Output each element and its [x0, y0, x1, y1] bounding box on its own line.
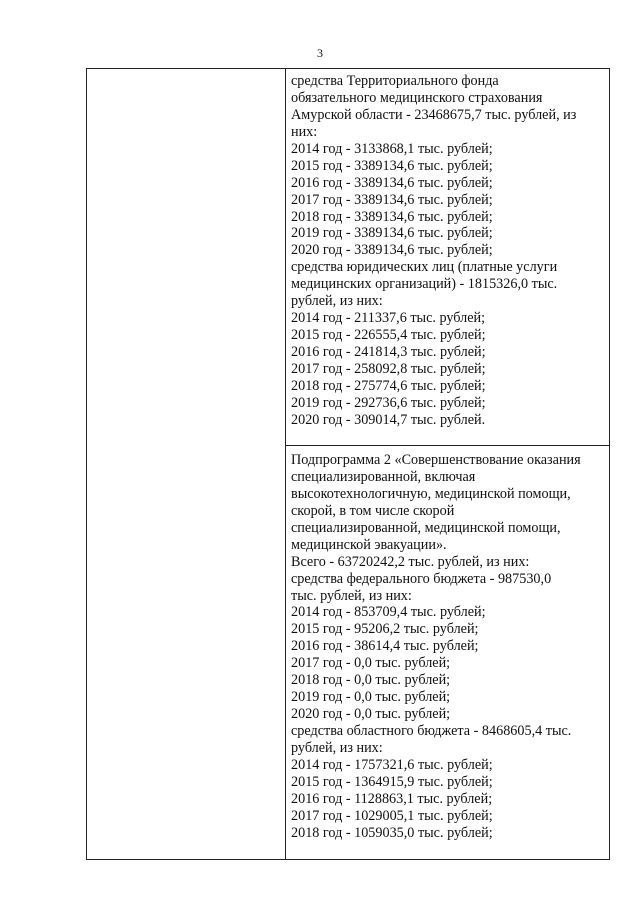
- text-line: 2017 год - 258092,8 тыс. рублей;: [291, 360, 486, 377]
- row-divider: [285, 445, 609, 446]
- text-line: 2016 год - 1128863,1 тыс. рублей;: [291, 790, 493, 807]
- text-line: 2015 год - 3389134,6 тыс. рублей;: [291, 157, 493, 174]
- text-line: 2016 год - 38614,4 тыс. рублей;: [291, 638, 479, 655]
- subprogram-title-line: специализированной, включая: [291, 468, 476, 485]
- text-line: 2017 год - 1029005,1 тыс. рублей;: [291, 807, 493, 824]
- text-line: 2018 год - 275774,6 тыс. рублей;: [291, 377, 486, 394]
- subprogram-title-line: специализированной, медицинской помощи,: [291, 519, 561, 536]
- text-line: 2017 год - 3389134,6 тыс. рублей;: [291, 191, 493, 208]
- text-line: 2014 год - 211337,6 тыс. рублей;: [291, 310, 486, 327]
- text-line: 2014 год - 853709,4 тыс. рублей;: [291, 604, 486, 621]
- subprogram-title-line: высокотехнологичную, медицинской помощи,: [291, 485, 571, 502]
- text-line: обязательного медицинского страхования: [291, 89, 543, 106]
- text-line: средства областного бюджета - 8468605,4 тыс.: [291, 723, 572, 739]
- funding-cell-oms-and-legal-entities: [291, 73, 603, 429]
- program-table: [86, 68, 610, 860]
- subprogram-title-line: Подпрограмма 2 «Совершенствование оказания: [291, 452, 581, 468]
- text-line: медицинских организаций) - 1815326,0 тыс.: [291, 276, 558, 293]
- text-line: 2016 год - 241814,3 тыс. рублей;: [291, 344, 486, 360]
- subprogram-title-line: скорой, в том числе скорой: [291, 502, 455, 519]
- text-line: 2015 год - 95206,2 тыс. рублей;: [291, 621, 479, 638]
- subprogram-2-cell: [291, 452, 603, 842]
- text-line: тыс. рублей, из них:: [291, 587, 412, 604]
- text-line: 2015 год - 226555,4 тыс. рублей;: [291, 327, 486, 344]
- text-line: 2019 год - 292736,6 тыс. рублей;: [291, 394, 486, 411]
- text-line: них:: [291, 123, 318, 140]
- text-line: 2016 год - 3389134,6 тыс. рублей;: [291, 174, 493, 191]
- subprogram-title-line: медицинской эвакуации».: [291, 536, 447, 553]
- text-line: средства Территориального фонда: [291, 73, 499, 89]
- text-line: рублей, из них:: [291, 739, 383, 756]
- text-line: рублей, из них:: [291, 293, 383, 310]
- text-line: 2019 год - 0,0 тыс. рублей;: [291, 689, 451, 706]
- text-line: 2014 год - 1757321,6 тыс. рублей;: [291, 756, 493, 773]
- text-line: 2017 год - 0,0 тыс. рублей;: [291, 655, 451, 672]
- text-line: 2018 год - 0,0 тыс. рублей;: [291, 672, 451, 689]
- text-line: 2020 год - 0,0 тыс. рублей;: [291, 706, 451, 723]
- text-line: Амурской области - 23468675,7 тыс. рублей, из: [291, 106, 577, 123]
- text-line: 2018 год - 3389134,6 тыс. рублей;: [291, 208, 493, 225]
- text-line: средства федерального бюджета - 987530,0: [291, 570, 552, 587]
- text-line: 2020 год - 3389134,6 тыс. рублей;: [291, 242, 493, 259]
- text-line: средства юридических лиц (платные услуги: [291, 259, 558, 276]
- text-line: 2019 год - 3389134,6 тыс. рублей;: [291, 225, 493, 242]
- column-divider: [285, 69, 286, 859]
- text-line: 2020 год - 309014,7 тыс. рублей.: [291, 411, 486, 428]
- text-line: Всего - 63720242,2 тыс. рублей, из них:: [291, 553, 530, 570]
- text-line: 2018 год - 1059035,0 тыс. рублей;: [291, 824, 493, 841]
- text-line: 2015 год - 1364915,9 тыс. рублей;: [291, 773, 493, 790]
- page-number: 3: [317, 46, 323, 60]
- text-line: 2014 год - 3133868,1 тыс. рублей;: [291, 140, 493, 157]
